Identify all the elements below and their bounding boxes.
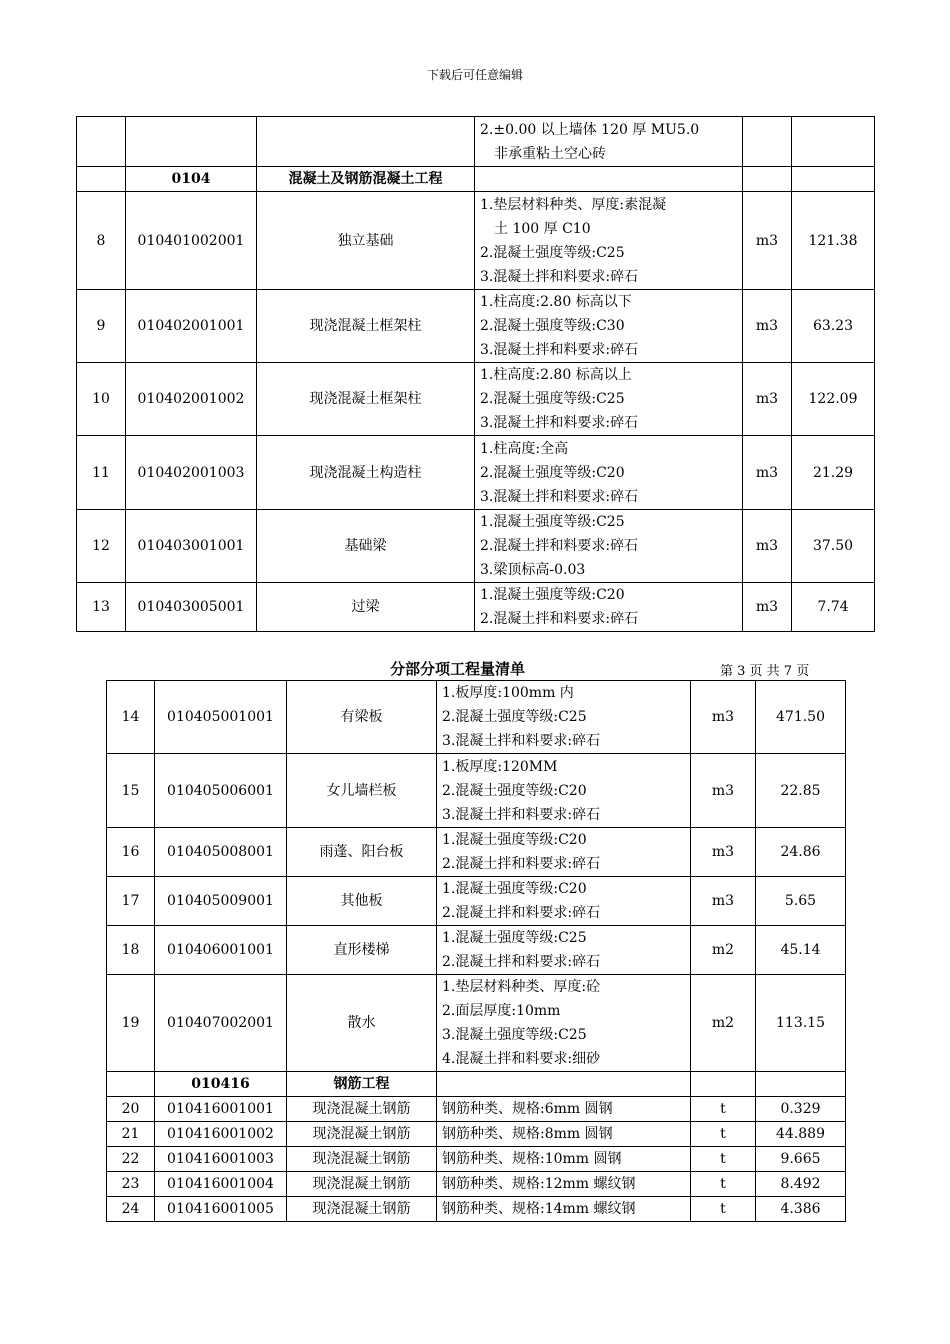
item-features-cell bbox=[437, 1197, 691, 1222]
item-name-cell: 现浇混凝土钢筋 bbox=[287, 1172, 437, 1197]
unit-cell bbox=[743, 167, 792, 192]
table-row bbox=[107, 877, 846, 926]
feature-line: 2.混凝土强度等级:C25 bbox=[480, 244, 625, 261]
feature-line: 1.混凝土强度等级:C20 bbox=[442, 832, 587, 848]
section-row bbox=[107, 1072, 846, 1097]
header-note: 下载后可任意编辑 bbox=[426, 68, 523, 82]
item-features-cell bbox=[475, 167, 743, 192]
unit-cell: t bbox=[691, 1122, 756, 1147]
table-row bbox=[107, 1147, 846, 1172]
item-features-cell bbox=[437, 1097, 691, 1122]
feature-line: 2.面层厚度:10mm bbox=[442, 1003, 561, 1019]
item-name-cell: 有梁板 bbox=[287, 681, 437, 754]
row-number-cell: 9 bbox=[77, 290, 126, 363]
table-row bbox=[107, 1172, 846, 1197]
table-row bbox=[77, 290, 875, 363]
quantity-cell: 45.14 bbox=[756, 926, 846, 975]
row-number-cell bbox=[107, 1072, 155, 1097]
feature-line: 3.混凝土拌和料要求:碎石 bbox=[480, 268, 639, 285]
item-name-cell: 散水 bbox=[287, 975, 437, 1072]
item-features-cell bbox=[475, 436, 743, 510]
table-row bbox=[77, 117, 875, 167]
item-name-cell: 其他板 bbox=[287, 877, 437, 926]
unit-cell: m3 bbox=[743, 436, 792, 510]
feature-line: 1.混凝土强度等级:C25 bbox=[480, 514, 625, 530]
item-code-cell: 010402001003 bbox=[126, 436, 257, 510]
unit-cell: m3 bbox=[743, 290, 792, 363]
table-row bbox=[77, 363, 875, 436]
table-row bbox=[77, 583, 875, 632]
row-number-cell: 24 bbox=[107, 1197, 155, 1222]
quantity-cell: 5.65 bbox=[756, 877, 846, 926]
item-name-cell: 现浇混凝土钢筋 bbox=[287, 1122, 437, 1147]
unit-cell: m3 bbox=[743, 583, 792, 632]
item-code-cell bbox=[126, 117, 257, 167]
row-number-cell: 17 bbox=[107, 877, 155, 926]
table-row bbox=[107, 1097, 846, 1122]
quantity-cell: 22.85 bbox=[756, 754, 846, 828]
item-name-cell: 现浇混凝土框架柱 bbox=[257, 290, 475, 363]
quantity-cell: 7.74 bbox=[792, 583, 875, 632]
item-features-cell bbox=[437, 877, 691, 926]
feature-line: 2.混凝土强度等级:C20 bbox=[442, 782, 587, 799]
item-name-cell: 基础梁 bbox=[257, 510, 475, 583]
unit-cell: t bbox=[691, 1172, 756, 1197]
quantity-cell: 44.889 bbox=[756, 1122, 846, 1147]
feature-line: 钢筋种类、规格:6mm 圆钢 bbox=[442, 1101, 613, 1117]
table-row bbox=[107, 828, 846, 877]
quantity-cell bbox=[756, 1072, 846, 1097]
row-number-cell: 10 bbox=[77, 363, 126, 436]
feature-line: 2.混凝土强度等级:C30 bbox=[480, 318, 625, 334]
item-features-cell bbox=[437, 828, 691, 877]
item-code-cell: 010405008001 bbox=[155, 828, 287, 877]
unit-cell: m3 bbox=[691, 877, 756, 926]
item-features-cell bbox=[475, 117, 743, 167]
feature-line: 2.混凝土拌和料要求:碎石 bbox=[442, 856, 601, 872]
item-code-cell: 010402001002 bbox=[126, 363, 257, 436]
feature-line: 1.柱高度:2.80 标高以上 bbox=[480, 367, 632, 383]
item-features-cell bbox=[475, 192, 743, 290]
unit-cell: m2 bbox=[691, 926, 756, 975]
table-row bbox=[77, 192, 875, 290]
item-features-cell bbox=[437, 926, 691, 975]
item-code-cell: 010407002001 bbox=[155, 975, 287, 1072]
bill-table-1 bbox=[76, 116, 875, 632]
item-code-cell: 010416001003 bbox=[155, 1147, 287, 1172]
row-number-cell: 12 bbox=[77, 510, 126, 583]
table-row bbox=[77, 436, 875, 510]
unit-cell: m3 bbox=[691, 828, 756, 877]
item-code-cell: 010401002001 bbox=[126, 192, 257, 290]
unit-cell bbox=[691, 1072, 756, 1097]
item-features-cell bbox=[475, 510, 743, 583]
bill-table-2-body bbox=[107, 681, 846, 1222]
feature-line: 1.板厚度:120MM bbox=[442, 758, 558, 775]
unit-cell: t bbox=[691, 1197, 756, 1222]
item-code-cell: 010405006001 bbox=[155, 754, 287, 828]
feature-line: 1.混凝土强度等级:C25 bbox=[442, 930, 587, 946]
unit-cell: m2 bbox=[691, 975, 756, 1072]
item-code-cell: 010416001001 bbox=[155, 1097, 287, 1122]
quantity-cell: 4.386 bbox=[756, 1197, 846, 1222]
item-features-cell bbox=[437, 1072, 691, 1097]
feature-line: 2.±0.00 以上墙体 120 厚 MU5.0 bbox=[480, 121, 700, 138]
item-code-cell: 0104 bbox=[126, 167, 257, 192]
item-code-cell: 010416001005 bbox=[155, 1197, 287, 1222]
feature-line: 1.板厚度:100mm 内 bbox=[442, 685, 574, 701]
item-features-cell bbox=[475, 363, 743, 436]
table-row bbox=[107, 681, 846, 754]
item-features-cell bbox=[437, 1122, 691, 1147]
feature-line: 1.混凝土强度等级:C20 bbox=[442, 881, 587, 897]
quantity-cell: 21.29 bbox=[792, 436, 875, 510]
row-number-cell: 11 bbox=[77, 436, 126, 510]
table-row bbox=[107, 975, 846, 1072]
item-code-cell: 010416001004 bbox=[155, 1172, 287, 1197]
feature-line: 2.混凝土强度等级:C25 bbox=[480, 391, 625, 407]
row-number-cell: 18 bbox=[107, 926, 155, 975]
unit-cell: m3 bbox=[743, 510, 792, 583]
item-name-cell: 现浇混凝土构造柱 bbox=[257, 436, 475, 510]
table-row bbox=[77, 510, 875, 583]
feature-line: 1.垫层材料种类、厚度:砼 bbox=[442, 979, 601, 995]
row-number-cell bbox=[77, 167, 126, 192]
feature-line: 4.混凝土拌和料要求:细砂 bbox=[442, 1051, 601, 1067]
row-number-cell: 14 bbox=[107, 681, 155, 754]
feature-line: 3.混凝土拌和料要求:碎石 bbox=[480, 342, 639, 358]
feature-line: 2.混凝土拌和料要求:碎石 bbox=[480, 538, 639, 554]
row-number-cell: 23 bbox=[107, 1172, 155, 1197]
quantity-cell: 9.665 bbox=[756, 1147, 846, 1172]
quantity-cell: 8.492 bbox=[756, 1172, 846, 1197]
item-features-cell bbox=[437, 975, 691, 1072]
item-code-cell: 010405001001 bbox=[155, 681, 287, 754]
feature-line: 1.柱高度:全高 bbox=[480, 440, 569, 457]
item-features-cell bbox=[437, 1172, 691, 1197]
feature-line: 非承重粘土空心砖 bbox=[494, 145, 606, 162]
item-features-cell bbox=[475, 290, 743, 363]
item-name-cell: 现浇混凝土框架柱 bbox=[257, 363, 475, 436]
quantity-cell: 122.09 bbox=[792, 363, 875, 436]
feature-line: 钢筋种类、规格:10mm 圆钢 bbox=[442, 1151, 622, 1167]
item-name-cell: 混凝土及钢筋混凝土工程 bbox=[257, 167, 475, 192]
feature-line: 1.垫层材料种类、厚度:素混凝 bbox=[480, 196, 667, 213]
item-name-cell: 现浇混凝土钢筋 bbox=[287, 1147, 437, 1172]
row-number-cell: 20 bbox=[107, 1097, 155, 1122]
unit-cell: m3 bbox=[691, 681, 756, 754]
feature-line: 3.混凝土拌和料要求:碎石 bbox=[442, 806, 601, 823]
unit-cell: m3 bbox=[743, 192, 792, 290]
item-name-cell: 现浇混凝土钢筋 bbox=[287, 1097, 437, 1122]
section-title: 分部分项工程量清单 bbox=[390, 660, 526, 678]
row-number-cell: 8 bbox=[77, 192, 126, 290]
unit-cell: t bbox=[691, 1097, 756, 1122]
item-code-cell: 010416001002 bbox=[155, 1122, 287, 1147]
item-name-cell: 现浇混凝土钢筋 bbox=[287, 1197, 437, 1222]
unit-cell: m3 bbox=[691, 754, 756, 828]
row-number-cell: 13 bbox=[77, 583, 126, 632]
feature-line: 2.混凝土强度等级:C25 bbox=[442, 709, 587, 725]
feature-line: 钢筋种类、规格:14mm 螺纹钢 bbox=[442, 1201, 636, 1217]
item-code-cell: 010416 bbox=[155, 1072, 287, 1097]
bill-table-2 bbox=[106, 680, 846, 1222]
quantity-cell: 37.50 bbox=[792, 510, 875, 583]
feature-line: 1.混凝土强度等级:C20 bbox=[480, 587, 625, 603]
item-name-cell: 独立基础 bbox=[257, 192, 475, 290]
quantity-cell bbox=[792, 167, 875, 192]
item-name-cell: 钢筋工程 bbox=[287, 1072, 437, 1097]
quantity-cell: 24.86 bbox=[756, 828, 846, 877]
feature-line: 3.混凝土拌和料要求:碎石 bbox=[480, 415, 639, 431]
unit-cell bbox=[743, 117, 792, 167]
row-number-cell: 21 bbox=[107, 1122, 155, 1147]
unit-cell: m3 bbox=[743, 363, 792, 436]
feature-line: 3.梁顶标高-0.03 bbox=[480, 562, 586, 578]
table-row bbox=[107, 1122, 846, 1147]
item-name-cell: 女儿墙栏板 bbox=[287, 754, 437, 828]
section-row bbox=[77, 167, 875, 192]
feature-line: 1.柱高度:2.80 标高以下 bbox=[480, 294, 632, 310]
unit-cell: t bbox=[691, 1147, 756, 1172]
quantity-cell: 471.50 bbox=[756, 681, 846, 754]
table-row bbox=[107, 1197, 846, 1222]
feature-line: 3.混凝土拌和料要求:碎石 bbox=[442, 733, 601, 749]
quantity-cell bbox=[792, 117, 875, 167]
row-number-cell: 16 bbox=[107, 828, 155, 877]
feature-line: 3.混凝土拌和料要求:碎石 bbox=[480, 488, 639, 505]
quantity-cell: 0.329 bbox=[756, 1097, 846, 1122]
item-code-cell: 010402001001 bbox=[126, 290, 257, 363]
quantity-cell: 121.38 bbox=[792, 192, 875, 290]
item-name-cell: 过梁 bbox=[257, 583, 475, 632]
feature-line: 钢筋种类、规格:12mm 螺纹钢 bbox=[442, 1176, 636, 1192]
row-number-cell: 22 bbox=[107, 1147, 155, 1172]
page-info: 第 3 页 共 7 页 bbox=[720, 664, 810, 679]
bill-table-1-body bbox=[77, 117, 875, 632]
item-features-cell bbox=[437, 1147, 691, 1172]
item-code-cell: 010403001001 bbox=[126, 510, 257, 583]
table-row bbox=[107, 926, 846, 975]
item-features-cell bbox=[437, 681, 691, 754]
item-name-cell: 雨蓬、阳台板 bbox=[287, 828, 437, 877]
row-number-cell: 15 bbox=[107, 754, 155, 828]
table-row bbox=[107, 754, 846, 828]
item-code-cell: 010406001001 bbox=[155, 926, 287, 975]
feature-line: 钢筋种类、规格:8mm 圆钢 bbox=[442, 1126, 613, 1142]
feature-line: 2.混凝土拌和料要求:碎石 bbox=[442, 905, 601, 921]
row-number-cell: 19 bbox=[107, 975, 155, 1072]
item-name-cell bbox=[257, 117, 475, 167]
quantity-cell: 63.23 bbox=[792, 290, 875, 363]
quantity-cell: 113.15 bbox=[756, 975, 846, 1072]
item-name-cell: 直形楼梯 bbox=[287, 926, 437, 975]
row-number-cell bbox=[77, 117, 126, 167]
feature-line: 2.混凝土拌和料要求:碎石 bbox=[480, 611, 639, 627]
feature-line: 3.混凝土强度等级:C25 bbox=[442, 1027, 587, 1043]
feature-line: 2.混凝土拌和料要求:碎石 bbox=[442, 954, 601, 970]
item-features-cell bbox=[437, 754, 691, 828]
item-features-cell bbox=[475, 583, 743, 632]
feature-line: 2.混凝土强度等级:C20 bbox=[480, 464, 625, 481]
item-code-cell: 010405009001 bbox=[155, 877, 287, 926]
feature-line: 土 100 厚 C10 bbox=[494, 220, 591, 237]
item-code-cell: 010403005001 bbox=[126, 583, 257, 632]
